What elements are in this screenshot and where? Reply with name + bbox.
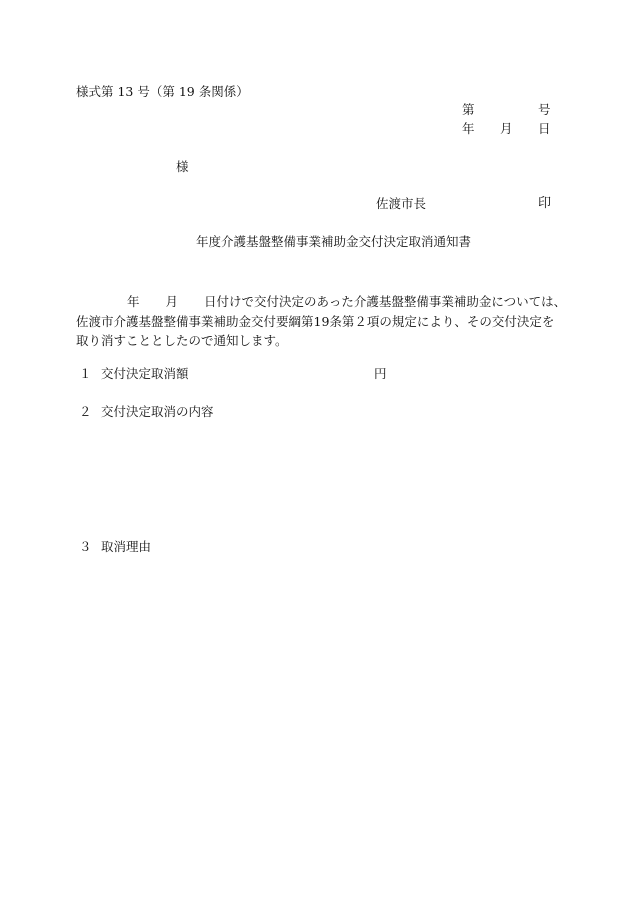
body-date-month: 月: [165, 294, 179, 309]
item-1-label: 交付決定取消額: [101, 366, 189, 381]
doc-number-prefix: 第: [462, 102, 475, 117]
body-line-2: 佐渡市介護基盤整備事業補助金交付要綱第19条第２項の規定により、その交付決定を: [76, 313, 555, 329]
addressee-honorific: 様: [176, 159, 189, 174]
seal-mark: 印: [538, 196, 552, 211]
item-2-label: 交付決定取消の内容: [101, 404, 214, 419]
item-2-number: ２: [79, 404, 92, 419]
item-1-number: １: [79, 366, 92, 381]
document-title: 年度介護基盤整備事業補助金交付決定取消通知書: [196, 234, 472, 249]
date-month: 月: [500, 121, 513, 136]
item-3-label: 取消理由: [101, 539, 152, 554]
doc-number-suffix: 号: [538, 102, 551, 117]
issuer-name: 佐渡市長: [376, 196, 427, 211]
item-1-unit: 円: [374, 366, 387, 381]
body-date-year: 年: [127, 294, 140, 309]
date-year: 年: [462, 121, 475, 136]
item-3-number: ３: [79, 539, 92, 554]
body-line-3: 取り消すこととしたので通知します。: [76, 333, 288, 348]
date-day: 日: [538, 121, 551, 136]
body-line-1: [76, 292, 567, 312]
body-paragraph: [76, 292, 567, 351]
form-number: 様式第 13 号（第 19 条関係）: [76, 84, 249, 99]
body-line-1-text: 日付けで交付決定のあった介護基盤整備事業補助金については、: [204, 294, 567, 309]
